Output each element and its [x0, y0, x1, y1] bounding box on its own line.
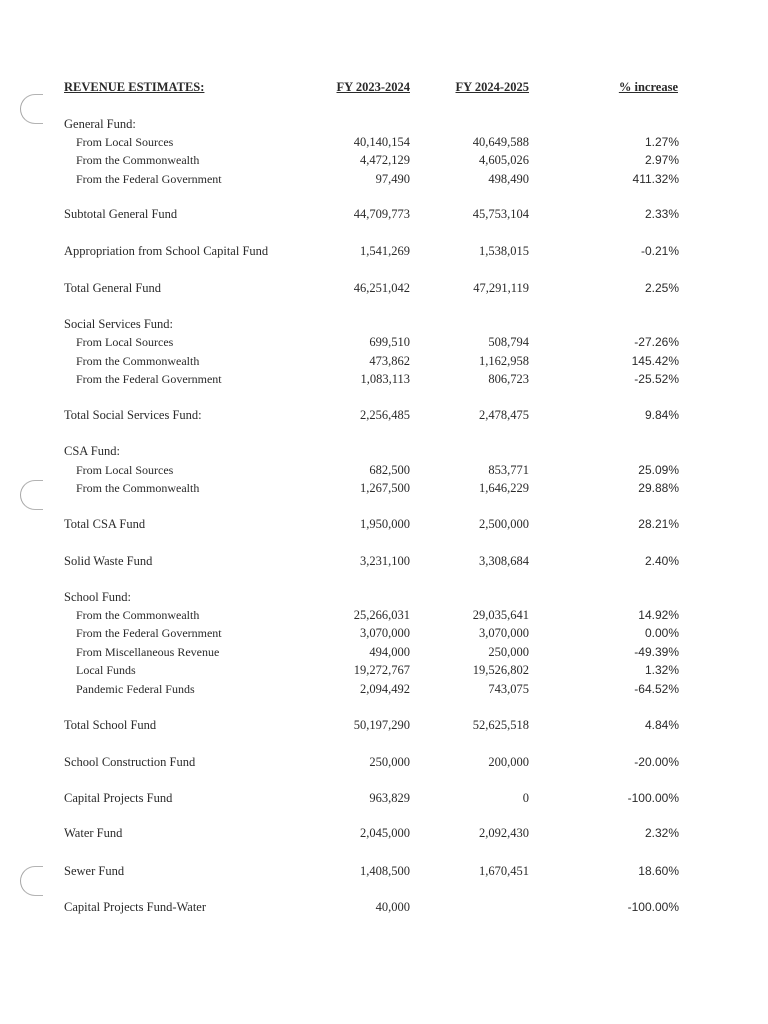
row-label: From Miscellaneous Revenue: [76, 645, 220, 659]
table-row: [0, 606, 768, 624]
fy2024-2025-value: 743,075: [488, 682, 529, 696]
row-label: From Local Sources: [76, 463, 174, 477]
fy2024-2025-value: 19,526,802: [472, 663, 529, 677]
fy2023-2024-value: 494,000: [369, 645, 410, 659]
row-label: School Fund:: [64, 590, 132, 604]
table-row: [0, 716, 768, 734]
row-label: Subtotal General Fund: [64, 207, 178, 221]
revenue-estimates-heading: REVENUE ESTIMATES:: [64, 80, 205, 94]
table-row: [0, 552, 768, 570]
fy2023-2024-value: 1,408,500: [360, 864, 410, 878]
table-row: [0, 170, 768, 188]
percent-increase-value: 25.09%: [638, 463, 679, 477]
fy2024-2025-value: 45,753,104: [472, 207, 529, 221]
fy2023-2024-value: 40,000: [375, 900, 410, 914]
fy2023-2024-value: 2,045,000: [360, 826, 410, 840]
table-row: [0, 661, 768, 679]
table-row: [0, 333, 768, 351]
percent-increase-value: 9.84%: [644, 408, 679, 422]
fy2023-2024-value: 97,490: [375, 172, 410, 186]
fy2023-2024-value: 50,197,290: [353, 718, 410, 732]
row-label: Sewer Fund: [64, 864, 125, 878]
fy2024-2025-value: 853,771: [488, 463, 529, 477]
row-label: Local Funds: [76, 663, 136, 677]
fy2023-2024-value: 1,950,000: [360, 517, 410, 531]
section-heading-row: [0, 442, 768, 460]
percent-increase-value: 2.25%: [644, 281, 679, 295]
percent-increase-value: -64.52%: [634, 682, 679, 696]
percent-increase-value: 1.27%: [644, 135, 679, 149]
percent-increase-value: -27.26%: [634, 335, 679, 349]
percent-increase-value: 1.32%: [644, 663, 679, 677]
row-label: From the Federal Government: [76, 172, 222, 186]
fy2024-2025-value: 200,000: [488, 755, 529, 769]
fy2023-2024-value: 1,083,113: [360, 372, 410, 386]
table-row: [0, 680, 768, 698]
table-row: [0, 461, 768, 479]
column-header-fy2024-2025: FY 2024-2025: [455, 80, 529, 94]
percent-increase-value: -100.00%: [627, 900, 679, 914]
row-label: From the Commonwealth: [76, 354, 200, 368]
fy2023-2024-value: 699,510: [369, 335, 410, 349]
row-label: From Local Sources: [76, 135, 174, 149]
row-label: From the Commonwealth: [76, 608, 200, 622]
table-row: [0, 242, 768, 260]
percent-increase-value: -20.00%: [634, 755, 679, 769]
row-label: CSA Fund:: [64, 444, 120, 458]
percent-increase-value: 2.32%: [644, 826, 679, 840]
table-row: [0, 370, 768, 388]
fy2024-2025-value: 1,670,451: [479, 864, 529, 878]
fy2023-2024-value: 25,266,031: [353, 608, 410, 622]
row-label: Capital Projects Fund-Water: [64, 900, 207, 914]
table-row: [0, 479, 768, 497]
table-row: [0, 753, 768, 771]
fy2024-2025-value: 1,162,958: [479, 354, 529, 368]
row-label: Pandemic Federal Funds: [76, 682, 195, 696]
percent-increase-value: 28.21%: [638, 517, 679, 531]
fy2024-2025-value: 40,649,588: [472, 135, 529, 149]
fy2024-2025-value: 29,035,641: [472, 608, 529, 622]
percent-increase-value: -0.21%: [640, 244, 679, 258]
table-row: [0, 515, 768, 533]
table-row: [0, 624, 768, 642]
percent-increase-value: -25.52%: [634, 372, 679, 386]
percent-increase-value: 2.40%: [644, 554, 679, 568]
fy2024-2025-value: 508,794: [488, 335, 529, 349]
percent-increase-value: 145.42%: [631, 354, 679, 368]
table-row: [0, 133, 768, 151]
fy2023-2024-value: 46,251,042: [353, 281, 410, 295]
fy2023-2024-value: 2,094,492: [360, 682, 410, 696]
section-heading-row: [0, 115, 768, 133]
table-row: [0, 789, 768, 807]
row-label: Social Services Fund:: [64, 317, 174, 331]
section-heading-row: [0, 315, 768, 333]
row-label: From the Federal Government: [76, 372, 222, 386]
row-label: School Construction Fund: [64, 755, 196, 769]
row-label: Water Fund: [64, 826, 123, 840]
percent-increase-value: 29.88%: [638, 481, 679, 495]
fy2024-2025-value: 806,723: [488, 372, 529, 386]
fy2023-2024-value: 682,500: [369, 463, 410, 477]
percent-increase-value: 14.92%: [638, 608, 679, 622]
percent-increase-value: 0.00%: [644, 626, 679, 640]
row-label: Total School Fund: [64, 718, 157, 732]
table-row: [0, 862, 768, 880]
fy2024-2025-value: 2,092,430: [479, 826, 529, 840]
fy2024-2025-value: 47,291,119: [473, 281, 529, 295]
fy2023-2024-value: 1,541,269: [360, 244, 410, 258]
percent-increase-value: 411.32%: [632, 172, 679, 186]
fy2024-2025-value: 52,625,518: [472, 718, 529, 732]
percent-increase-value: 2.33%: [644, 207, 679, 221]
percent-increase-value: 18.60%: [638, 864, 679, 878]
percent-increase-value: 2.97%: [644, 153, 679, 167]
table-row: [0, 151, 768, 169]
fy2023-2024-value: 2,256,485: [360, 408, 410, 422]
fy2024-2025-value: 3,308,684: [479, 554, 529, 568]
fy2023-2024-value: 473,862: [369, 354, 410, 368]
fy2023-2024-value: 40,140,154: [353, 135, 410, 149]
table-row: [0, 643, 768, 661]
row-label: From the Federal Government: [76, 626, 222, 640]
row-label: Solid Waste Fund: [64, 554, 153, 568]
table-row: [0, 898, 768, 916]
fy2024-2025-value: 0: [522, 791, 529, 805]
row-label: From the Commonwealth: [76, 153, 200, 167]
fy2024-2025-value: 498,490: [488, 172, 529, 186]
percent-increase-value: -100.00%: [627, 791, 679, 805]
row-label: Total Social Services Fund:: [64, 408, 202, 422]
row-label: Total CSA Fund: [64, 517, 146, 531]
row-label: From the Commonwealth: [76, 481, 200, 495]
table-header: [0, 78, 768, 96]
fy2023-2024-value: 250,000: [369, 755, 410, 769]
row-label: Capital Projects Fund: [64, 791, 173, 805]
fy2024-2025-value: 4,605,026: [479, 153, 529, 167]
fy2023-2024-value: 3,231,100: [360, 554, 410, 568]
fy2024-2025-value: 2,500,000: [479, 517, 529, 531]
fy2024-2025-value: 2,478,475: [479, 408, 529, 422]
table-row: [0, 205, 768, 223]
column-header-fy2023-2024: FY 2023-2024: [336, 80, 410, 94]
table-row: [0, 279, 768, 297]
column-header-percent-increase: % increase: [618, 80, 678, 94]
fy2023-2024-value: 963,829: [369, 791, 410, 805]
fy2024-2025-value: 1,538,015: [479, 244, 529, 258]
fy2023-2024-value: 1,267,500: [360, 481, 410, 495]
row-label: Total General Fund: [64, 281, 162, 295]
table-row: [0, 824, 768, 842]
fy2023-2024-value: 19,272,767: [353, 663, 410, 677]
fy2023-2024-value: 4,472,129: [360, 153, 410, 167]
fy2024-2025-value: 250,000: [488, 645, 529, 659]
row-label: Appropriation from School Capital Fund: [64, 244, 269, 258]
percent-increase-value: -49.39%: [634, 645, 679, 659]
percent-increase-value: 4.84%: [644, 718, 679, 732]
row-label: From Local Sources: [76, 335, 174, 349]
section-heading-row: [0, 588, 768, 606]
fy2024-2025-value: 3,070,000: [479, 626, 529, 640]
fy2023-2024-value: 3,070,000: [360, 626, 410, 640]
row-label: General Fund:: [64, 117, 136, 131]
table-row: [0, 406, 768, 424]
fy2024-2025-value: 1,646,229: [479, 481, 529, 495]
table-row: [0, 352, 768, 370]
fy2023-2024-value: 44,709,773: [353, 207, 410, 221]
